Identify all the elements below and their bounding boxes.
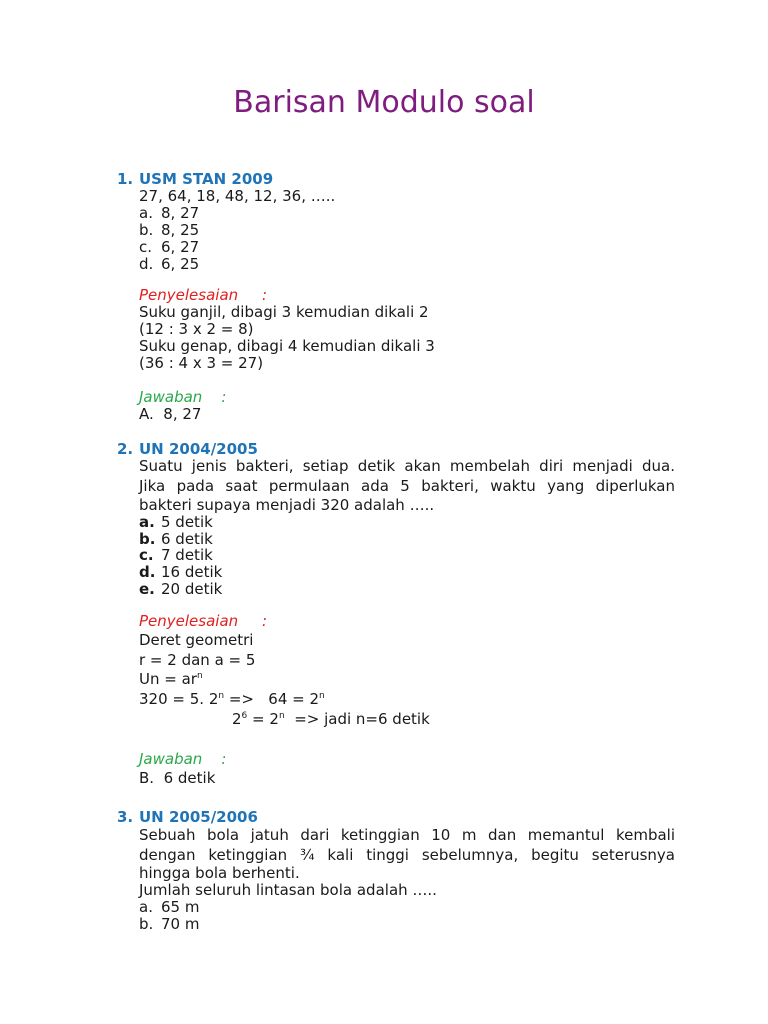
option-b: b. 70 m: [139, 915, 200, 933]
problem-source: UN 2005/2006: [139, 808, 258, 826]
solution-line: $2^6 = 2^n$ => jadi n=6 detik: [232, 710, 430, 728]
solution-line: Deret geometri: [139, 631, 254, 649]
problem-number: 3.: [117, 808, 134, 826]
option-a: a. 65 m: [139, 898, 200, 916]
solution-label: Penyelesaian :: [139, 612, 268, 630]
option-e: e. 20 detik: [139, 580, 223, 598]
problem-number: 2.: [117, 440, 134, 458]
question-line: Jumlah seluruh lintasan bola adalah …..: [139, 881, 437, 899]
answer-text: B. 6 detik: [139, 769, 216, 787]
option-b: b. 6 detik: [139, 530, 213, 548]
question-text: 27, 64, 18, 48, 12, 36, …..: [139, 187, 336, 205]
solution-line: r = 2 dan a = 5: [139, 651, 256, 669]
question-line: Suatu jenis bakteri, setiap detik akan membelah diri menjadi dua.: [139, 457, 675, 475]
question-line: hingga bola berhenti.: [139, 864, 300, 882]
option-d: d. 16 detik: [139, 563, 223, 581]
question-line: Jika pada saat permulaan ada 5 bakteri, waktu yang diperlukan: [139, 477, 675, 495]
problem-source: UN 2004/2005: [139, 440, 258, 458]
solution-line: (12 : 3 x 2 = 8): [139, 320, 254, 338]
problem-number: 1.: [117, 170, 134, 188]
option-a: a. 5 detik: [139, 513, 213, 531]
problem-source: USM STAN 2009: [139, 170, 274, 188]
solution-line: 320 = 5. $2^n => 64 = 2^n$: [139, 690, 325, 708]
option-c: c. 6, 27: [139, 238, 200, 256]
question-line: dengan ketinggian ¾ kali tinggi sebelumnya, begitu seterusnya: [139, 846, 675, 864]
answer-text: A. 8, 27: [139, 405, 202, 423]
option-c: c. 7 detik: [139, 546, 213, 564]
answer-label: Jawaban :: [139, 388, 227, 406]
option-b: b. 8, 25: [139, 221, 200, 239]
answer-label: Jawaban :: [139, 750, 227, 768]
option-a: a. 8, 27: [139, 204, 200, 222]
question-line: Sebuah bola jatuh dari ketinggian 10 m dan memantul kembali: [139, 826, 675, 844]
solution-label: Penyelesaian :: [139, 286, 268, 304]
solution-line: $Un = ar^n$: [139, 670, 203, 688]
option-d: d. 6, 25: [139, 255, 200, 273]
solution-line: Suku genap, dibagi 4 kemudian dikali 3: [139, 337, 435, 355]
question-line: bakteri supaya menjadi 320 adalah …..: [139, 496, 435, 514]
page-title: Barisan Modulo soal: [233, 85, 535, 120]
solution-line: (36 : 4 x 3 = 27): [139, 354, 264, 372]
solution-line: Suku ganjil, dibagi 3 kemudian dikali 2: [139, 303, 429, 321]
